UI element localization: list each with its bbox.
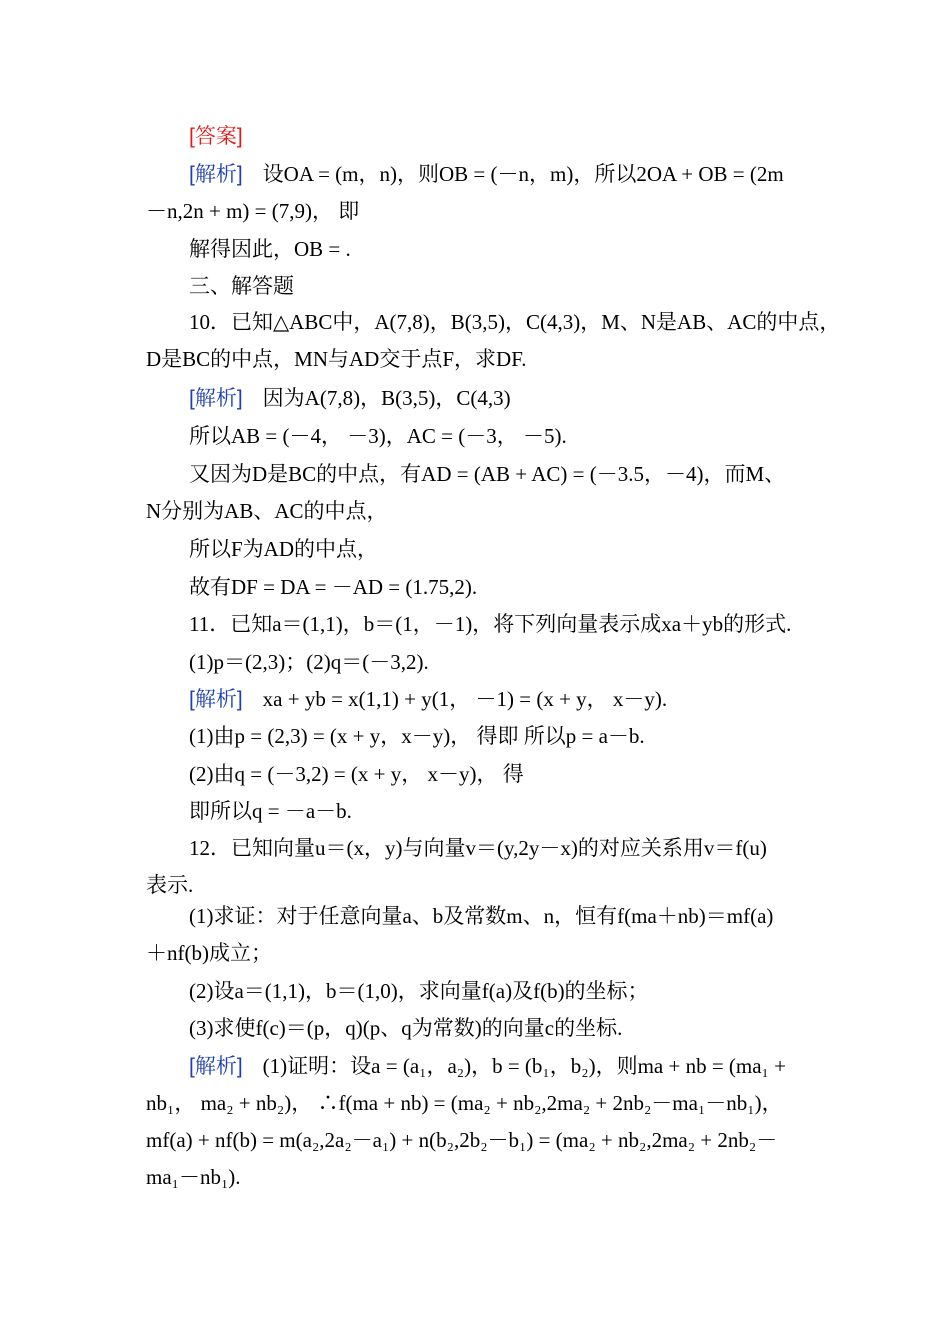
- line-text: 三、解答题: [189, 274, 294, 298]
- text-line: [189, 796, 352, 826]
- line-text: 即所以q = －a－b.: [189, 799, 352, 823]
- text-line: [146, 1162, 241, 1192]
- text-line: [189, 1013, 622, 1043]
- text-line: [189, 572, 477, 602]
- line-text: 设OA = (m，n)，则OB = (－n，m)，所以2OA + OB = (2m: [262, 162, 784, 186]
- text-line: [189, 159, 784, 190]
- line-text: (3)求使f(c)＝(p，q)(p、q为常数)的向量c的坐标.: [189, 1016, 623, 1040]
- line-text: xa + yb = x(1,1) + y(1， －1) = (x + y， x－y).: [262, 687, 668, 711]
- line-text: (1)p＝(2,3)；(2)q＝(－3,2).: [189, 650, 429, 674]
- text-line: [146, 496, 388, 526]
- line-text: N分别为AB、AC的中点，: [146, 499, 388, 523]
- line-text: mf(a) + nf(b) = m(a₂,2a₂－a₁) + n(b₂,2b₂－b₁) = (ma₂ + nb₂,2ma₂ + 2nb₂－: [146, 1128, 778, 1152]
- text-line: [189, 721, 645, 751]
- text-line: [189, 1051, 786, 1082]
- line-text: D是BC的中点，MN与AD交于点F，求DF.: [146, 347, 527, 371]
- question-11: [189, 609, 791, 639]
- line-text: 12．已知向量u＝(x，y)与向量v＝(y,2y－x)的对应关系用v＝f(u): [189, 836, 767, 860]
- analysis-tag: [解析]: [189, 688, 243, 711]
- text-line: [146, 1088, 783, 1118]
- line-text: (2)设a＝(1,1)，b＝(1,0)，求向量f(a)及f(b)的坐标；: [189, 979, 649, 1003]
- answer-heading: [189, 121, 243, 152]
- question-12: [189, 833, 767, 863]
- text-line: [146, 870, 193, 900]
- line-text: －n,2n + m) = (7,9)， 即: [146, 199, 360, 223]
- line-text: 因为A(7,8)，B(3,5)，C(4,3): [262, 386, 511, 410]
- line-text: 10．已知△ABC中，A(7,8)，B(3,5)，C(4,3)，M、N是AB、AC的中点，: [189, 310, 841, 334]
- text-line: [146, 196, 359, 226]
- text-line: [189, 684, 667, 715]
- line-text: (1)由p = (2,3) = (x + y，x－y)， 得即 所以p = a－b.: [189, 724, 645, 748]
- text-line: [146, 344, 526, 374]
- section-heading: [189, 271, 294, 301]
- question-10: [189, 307, 840, 337]
- text-line: [189, 647, 429, 677]
- text-line: [189, 383, 511, 414]
- line-text: 故有DF = DA = －AD = (1.75,2).: [189, 575, 478, 599]
- line-text: (1)求证：对于任意向量a、b及常数m、n，恒有f(ma＋nb)＝mf(a): [189, 904, 774, 928]
- text-line: [189, 976, 649, 1006]
- answer-tag: [答案]: [189, 125, 243, 148]
- analysis-tag: [解析]: [189, 387, 243, 410]
- line-text: ma₁－nb₁).: [146, 1165, 241, 1189]
- text-line: [189, 759, 524, 789]
- text-line: [189, 421, 567, 451]
- line-text: 表示.: [146, 873, 194, 897]
- analysis-tag: [解析]: [189, 1055, 243, 1078]
- line-text: (2)由q = (－3,2) = (x + y， x－y)， 得: [189, 762, 524, 786]
- text-line: [189, 234, 351, 264]
- text-line: [189, 901, 773, 931]
- line-text: (1)证明：设a = (a₁，a₂)，b = (b₁，b₂)，则ma + nb = (ma₁ +: [262, 1054, 786, 1078]
- line-text: 解得因此，OB = .: [189, 237, 351, 261]
- line-text: nb₁， ma₂ + nb₂)， ∴f(ma + nb) = (ma₂ + nb₂,2ma₂ + 2nb₂－ma₁－nb₁)，: [146, 1091, 783, 1115]
- line-text: 11．已知a＝(1,1)，b＝(1，－1)，将下列向量表示成xa＋yb的形式.: [189, 612, 792, 636]
- line-text: 所以AB = (－4， －3)，AC = (－3， －5).: [189, 424, 567, 448]
- text-line: [189, 534, 378, 564]
- text-line: [146, 1125, 777, 1155]
- line-text: 所以F为AD的中点，: [189, 537, 379, 561]
- text-line: [146, 938, 272, 968]
- analysis-tag: [解析]: [189, 163, 243, 186]
- line-text: ＋nf(b)成立；: [146, 941, 272, 965]
- text-line: [189, 459, 785, 489]
- line-text: 又因为D是BC的中点，有AD = (AB + AC) = (－3.5，－4)，而M、: [189, 462, 786, 486]
